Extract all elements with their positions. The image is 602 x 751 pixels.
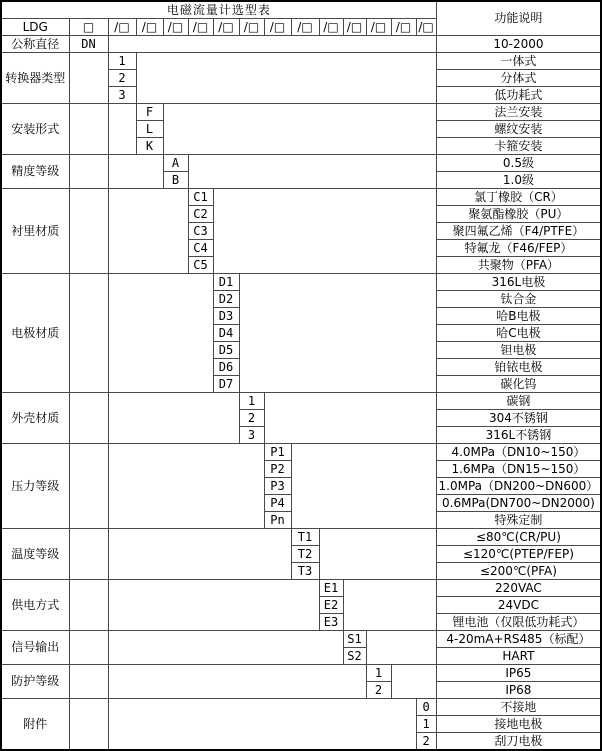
function-cell: IP65 <box>436 665 601 682</box>
filler-cell <box>108 665 366 699</box>
filler-cell <box>108 699 416 751</box>
function-cell: ≤80℃(CR/PU) <box>436 529 601 546</box>
row-label-cell: 转换器类型 <box>1 53 69 104</box>
code-cell: C3 <box>188 223 213 240</box>
code-cell: 2 <box>108 70 136 87</box>
function-cell: 钛合金 <box>436 291 601 308</box>
function-cell: 316L电极 <box>436 274 601 291</box>
code-cell: 1 <box>366 665 391 682</box>
code-cell: C1 <box>188 189 213 206</box>
filler-cell <box>391 665 436 699</box>
row-label-cell: 信号输出 <box>1 631 69 665</box>
function-cell: 1.6MPa（DN15~150） <box>436 461 601 478</box>
spacer-cell <box>69 699 108 751</box>
row-label-cell: 附件 <box>1 699 69 751</box>
function-cell: 220VAC <box>436 580 601 597</box>
code-cell: D7 <box>213 376 239 393</box>
filler-cell <box>366 631 436 665</box>
filler-cell <box>108 529 291 580</box>
row-label-cell: 压力等级 <box>1 444 69 529</box>
code-cell: DN <box>69 36 108 53</box>
function-cell: 刮刀电极 <box>436 733 601 751</box>
filler-cell <box>291 444 436 529</box>
spacer-cell <box>69 529 108 580</box>
code-cell: 2 <box>239 410 264 427</box>
filler-cell <box>136 53 436 104</box>
function-cell: ≤200℃(PFA) <box>436 563 601 580</box>
filler-cell <box>108 631 343 665</box>
spacer-cell <box>69 444 108 529</box>
function-cell: 1.0级 <box>436 172 601 189</box>
function-cell: 法兰安装 <box>436 104 601 121</box>
code-cell: 3 <box>239 427 264 444</box>
function-cell: 特氟龙（F46/FEP） <box>436 240 601 257</box>
code-cell: D2 <box>213 291 239 308</box>
code-cell: D4 <box>213 325 239 342</box>
model-slot-cell: /□ <box>391 19 416 36</box>
row-label-cell: 电极材质 <box>1 274 69 393</box>
function-cell: 1.0MPa（DN200~DN600） <box>436 478 601 495</box>
spacer-cell <box>69 393 108 444</box>
function-cell: 锂电池（仅限低功耗式） <box>436 614 601 631</box>
code-cell: 0 <box>416 699 436 716</box>
function-cell: 哈B电极 <box>436 308 601 325</box>
code-cell: F <box>136 104 163 121</box>
function-cell: 4-20mA+RS485（标配） <box>436 631 601 648</box>
function-cell: 316L不锈钢 <box>436 427 601 444</box>
filler-cell <box>188 155 436 189</box>
spacer-cell <box>69 665 108 699</box>
code-cell: A <box>163 155 188 172</box>
model-slot-cell: /□ <box>108 19 136 36</box>
code-cell: E1 <box>319 580 343 597</box>
filler-cell <box>108 155 163 189</box>
model-slot-cell: /□ <box>239 19 264 36</box>
code-cell: E3 <box>319 614 343 631</box>
code-cell: D5 <box>213 342 239 359</box>
function-cell: 碳钢 <box>436 393 601 410</box>
filler-cell <box>239 274 436 393</box>
function-cell: 氯丁橡胶（CR） <box>436 189 601 206</box>
function-cell: 一体式 <box>436 53 601 70</box>
function-cell: 低功耗式 <box>436 87 601 104</box>
code-cell: 2 <box>416 733 436 751</box>
filler-cell <box>108 274 213 393</box>
code-cell: 2 <box>366 682 391 699</box>
code-cell: P3 <box>264 478 291 495</box>
model-slot-cell: /□ <box>163 19 188 36</box>
row-label-cell: 精度等级 <box>1 155 69 189</box>
filler-cell <box>108 104 136 155</box>
filler-cell <box>108 189 188 274</box>
filler-cell <box>108 393 239 444</box>
code-cell: B <box>163 172 188 189</box>
filler-cell <box>108 36 436 53</box>
model-slot-cell: /□ <box>213 19 239 36</box>
model-slot-cell: /□ <box>343 19 366 36</box>
code-cell: T3 <box>291 563 319 580</box>
function-cell: HART <box>436 648 601 665</box>
function-cell: 哈C电极 <box>436 325 601 342</box>
function-cell: 10-2000 <box>436 36 601 53</box>
function-cell: 钽电极 <box>436 342 601 359</box>
model-slot-cell: /□ <box>136 19 163 36</box>
code-cell: C2 <box>188 206 213 223</box>
code-cell: 1 <box>108 53 136 70</box>
code-cell: 3 <box>108 87 136 104</box>
function-cell: ≤120℃(PTEP/FEP) <box>436 546 601 563</box>
filler-cell <box>264 393 436 444</box>
code-cell: D1 <box>213 274 239 291</box>
function-cell: 卡箍安装 <box>436 138 601 155</box>
filler-cell <box>213 189 436 274</box>
spacer-cell <box>69 580 108 631</box>
code-cell: 1 <box>239 393 264 410</box>
function-cell: 特殊定制 <box>436 512 601 529</box>
spacer-cell <box>69 274 108 393</box>
code-cell: Pn <box>264 512 291 529</box>
code-cell: S2 <box>343 648 366 665</box>
model-slot-cell: /□ <box>416 19 436 36</box>
spacer-cell <box>69 53 108 104</box>
filler-cell <box>108 444 264 529</box>
code-cell: K <box>136 138 163 155</box>
table-title: 电磁流量计选型表 <box>1 1 436 19</box>
function-cell: 接地电极 <box>436 716 601 733</box>
row-label-cell: 公称直径 <box>1 36 69 53</box>
function-cell: 聚氨酯橡胶（PU） <box>436 206 601 223</box>
function-cell: 螺纹安装 <box>436 121 601 138</box>
row-label-cell: 温度等级 <box>1 529 69 580</box>
function-cell: 不接地 <box>436 699 601 716</box>
function-cell: 碳化钨 <box>436 376 601 393</box>
filler-cell <box>108 580 319 631</box>
code-cell: D6 <box>213 359 239 376</box>
code-cell: 1 <box>416 716 436 733</box>
function-cell: 铂铱电极 <box>436 359 601 376</box>
model-slot-cell: /□ <box>366 19 391 36</box>
spacer-cell <box>69 189 108 274</box>
model-prefix-cell: LDG <box>1 19 69 36</box>
code-cell: P1 <box>264 444 291 461</box>
spacer-cell <box>69 155 108 189</box>
code-cell: E2 <box>319 597 343 614</box>
filler-cell <box>343 580 436 631</box>
function-cell: 共聚物（PFA） <box>436 257 601 274</box>
model-slot-cell: /□ <box>319 19 343 36</box>
spacer-cell <box>69 104 108 155</box>
model-slot-cell: /□ <box>188 19 213 36</box>
code-cell: L <box>136 121 163 138</box>
model-slot-cell: /□ <box>291 19 319 36</box>
row-label-cell: 防护等级 <box>1 665 69 699</box>
filler-cell <box>163 104 436 155</box>
spacer-cell <box>69 631 108 665</box>
model-first-box-cell: □ <box>69 19 108 36</box>
code-cell: S1 <box>343 631 366 648</box>
function-column-header: 功能说明 <box>436 1 601 36</box>
function-cell: IP68 <box>436 682 601 699</box>
function-cell: 4.0MPa（DN10~150） <box>436 444 601 461</box>
function-cell: 聚四氟乙烯（F4/PTFE） <box>436 223 601 240</box>
code-cell: D3 <box>213 308 239 325</box>
row-label-cell: 供电方式 <box>1 580 69 631</box>
function-cell: 分体式 <box>436 70 601 87</box>
row-label-cell: 安装形式 <box>1 104 69 155</box>
function-cell: 304不锈钢 <box>436 410 601 427</box>
code-cell: P2 <box>264 461 291 478</box>
function-cell: 0.6MPa(DN700~DN2000) <box>436 495 601 512</box>
code-cell: T2 <box>291 546 319 563</box>
code-cell: T1 <box>291 529 319 546</box>
code-cell: C5 <box>188 257 213 274</box>
code-cell: P4 <box>264 495 291 512</box>
code-cell: C4 <box>188 240 213 257</box>
row-label-cell: 外壳材质 <box>1 393 69 444</box>
model-slot-cell: /□ <box>264 19 291 36</box>
function-cell: 24VDC <box>436 597 601 614</box>
function-cell: 0.5级 <box>436 155 601 172</box>
row-label-cell: 衬里材质 <box>1 189 69 274</box>
filler-cell <box>319 529 436 580</box>
